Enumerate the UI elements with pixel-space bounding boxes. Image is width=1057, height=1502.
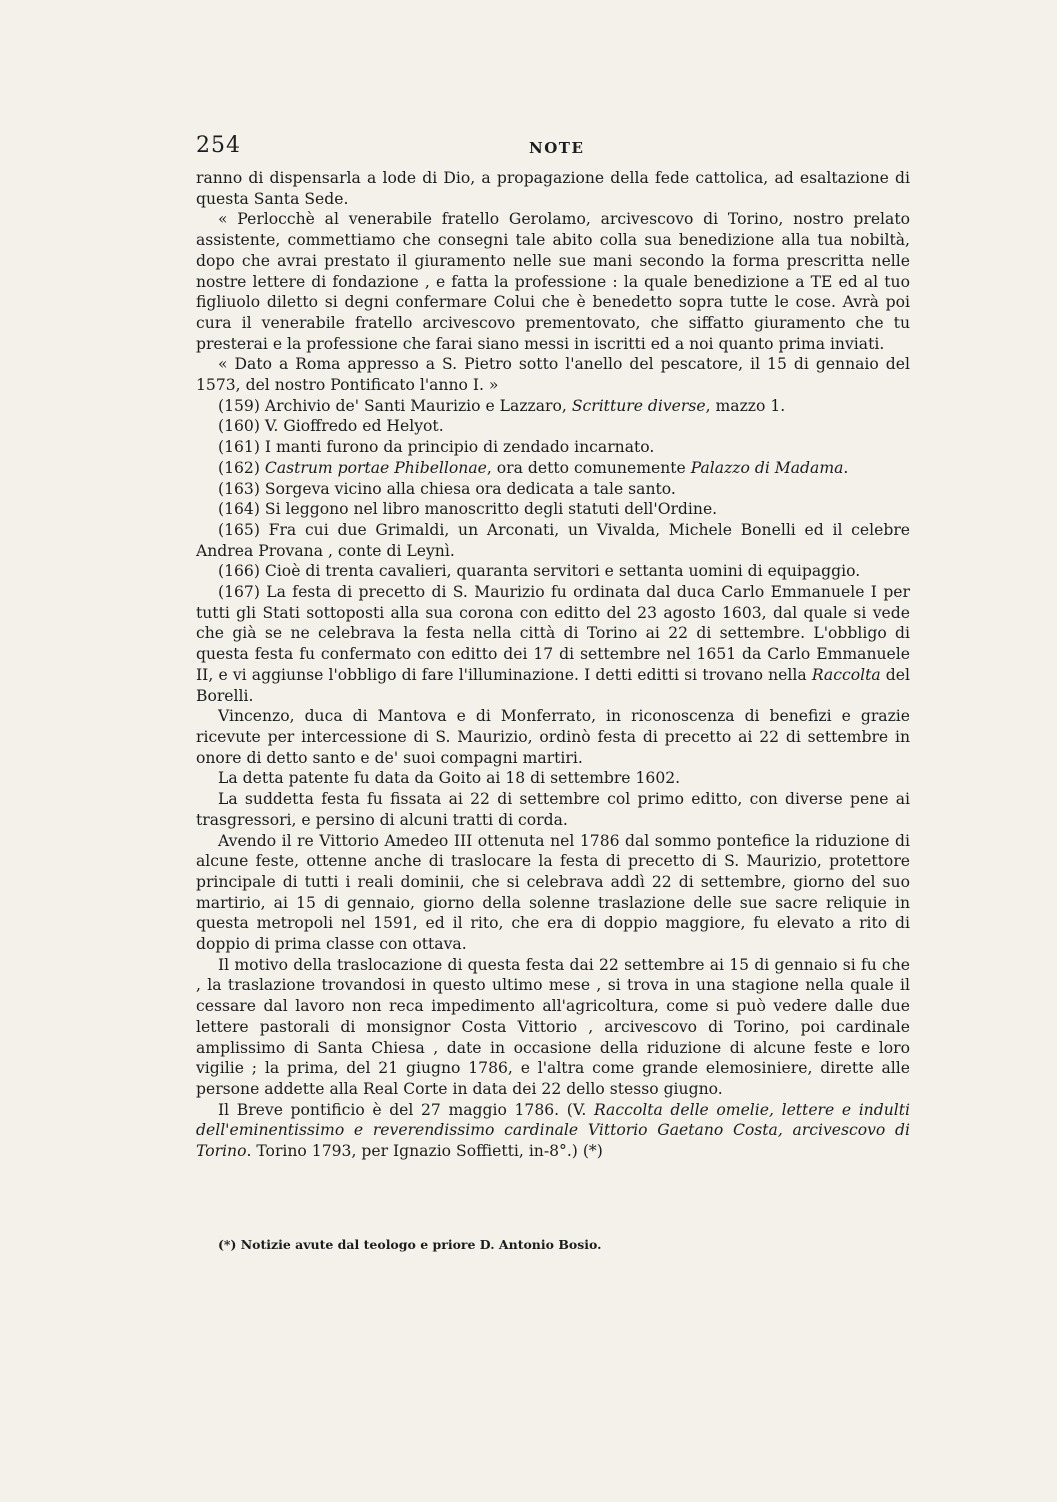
text-run: . Torino 1793, per Ignazio Soffietti, in-8°.) (*) — [246, 1142, 603, 1161]
body-text — [196, 168, 910, 1162]
text-run: (165) Fra cui due Grimaldi, un Arconati, un Vivalda, Michele Bonelli ed il celebre Andrea Provana , conte di Leynì. — [196, 520, 910, 560]
text-run: (167) La festa di precetto di S. Maurizio fu ordinata dal duca Carlo Emmanuele I per tutti gli Stati sottoposti alla sua corona con editto del 23 agosto 1603, dal quale si vede che già se ne celebrava la festa nella città di Torino ai 22 di settembre. L'obbligo di questa festa fu confermato con editto dei 17 di settembre nel 1651 da Carlo Emmanuele II, e vi aggiunse l'obbligo di fare l'illuminazione. I detti editti si trovano nella — [196, 583, 910, 684]
running-head: NOTE — [529, 139, 585, 157]
text-run: (164) Si leggono nel libro manoscritto degli statuti dell'Ordine. — [218, 500, 718, 519]
paragraph — [196, 706, 910, 768]
text-run: (162) — [218, 458, 265, 477]
text-run: Il Breve pontificio è del 27 maggio 1786. (V. — [218, 1100, 594, 1119]
paragraph — [196, 768, 910, 789]
paragraph — [196, 520, 910, 561]
text-run: Il motivo della traslocazione di questa festa dai 22 settembre ai 15 di gennaio si fu che , la traslazione trovandosi in questo ultimo mese , si trova in una stagione nella quale il cessare dal lavoro non reca impedimento all'agricoltura, come si può vedere dalle due lettere pastorali di monsignor Costa Vittorio , arcivescovo di Torino, poi cardinale amplissimo di Santa Chiesa , date in occasione della riduzione di alcune feste e loro vigilie ; la prima, del 21 giugno 1786, e l'altra come grande elemosiniere, dirette alle persone addette alla Real Corte in data dei 22 dello stesso giugno. — [196, 955, 910, 1098]
paragraph — [196, 416, 910, 437]
text-run: , mazzo 1. — [705, 396, 786, 415]
text-run: (163) Sorgeva vicino alla chiesa ora dedicata a tale santo. — [218, 479, 676, 498]
paragraph — [196, 209, 910, 354]
paragraph — [196, 789, 910, 830]
text-run: del Borelli. — [196, 665, 911, 705]
text-run: « Dato a Roma appresso a S. Pietro sotto l'anello del pescatore, il 15 di gennaio del 1573, del nostro Pontificato l'anno I. » — [196, 355, 910, 395]
page-number: 254 — [196, 133, 241, 158]
paragraph — [196, 831, 910, 955]
italic-text: Raccolta — [811, 665, 881, 684]
text-run: (160) V. Gioffredo ed Helyot. — [218, 417, 444, 436]
paragraph — [196, 1100, 910, 1162]
text-run: , ora detto comunemente — [486, 458, 691, 477]
paragraph — [196, 168, 910, 209]
text-run: Avendo il re Vittorio Amedeo III ottenuta nel 1786 dal sommo pontefice la riduzione di alcune feste, ottenne anche di traslocare la festa di precetto di S. Maurizio, protettore principale di tutti i reali dominii, che si celebrava addì 22 di settembre, giorno del suo martirio, ai 15 di gennaio, giorno della solenne traslazione delle sue sacre reliquie in questa metropoli nel 1591, ed il rito, che era di doppio maggiore, fu elevato a rito di doppio di prima classe con ottava. — [196, 831, 910, 954]
text-run: La detta patente fu data da Goito ai 18 di settembre 1602. — [218, 769, 681, 788]
paragraph — [196, 582, 910, 706]
text-run: La suddetta festa fu fissata ai 22 di settembre col primo editto, con diverse pene ai trasgressori, e persino di alcuni tratti di corda. — [196, 790, 910, 829]
paragraph — [196, 354, 910, 395]
paragraph — [196, 479, 910, 500]
text-run: (166) Cioè di trenta cavalieri, quaranta servitori e settanta uomini di equipaggio. — [218, 562, 861, 581]
italic-text: Castrum portae Phibellonae — [264, 458, 487, 477]
footnote: (*) Notizie avute dal teologo e priore D. Antonio Bosio. — [218, 1237, 602, 1252]
text-run: ranno di dispensarla a lode di Dio, a propagazione della fede cattolica, ad esaltazione di questa Santa Sede. — [196, 169, 910, 208]
italic-text: Raccolta delle omelie, lettere e indulti dell'eminentissimo e reverendissimo cardinale Vittorio Gaetano Costa, arcivescovo di Torino — [196, 1100, 910, 1161]
text-run: (161) I manti furono da principio di zendado incarnato. — [218, 438, 655, 457]
italic-text: Scritture diverse — [571, 396, 706, 415]
paragraph — [196, 458, 910, 479]
paragraph — [196, 561, 910, 582]
paragraph — [196, 955, 910, 1100]
text-run: . — [843, 458, 849, 477]
page-header — [196, 133, 910, 165]
text-run: « Perlocchè al venerabile fratello Gerolamo, arcivescovo di Torino, nostro prelato assistente, commettiamo che consegni tale abito colla sua benedizione alla tua nobiltà, dopo che avrai prestato il giuramento nelle sue mani secondo la forma prescritta nelle nostre lettere di fondazione , e fatta la professione : la quale benedizione a TE ed al tuo figliuolo diletto si degni confermare Colui che è benedetto sopra tutte le cose. Avrà poi cura il venerabile fratello arcivescovo prementovato, che siffatto giuramento che tu presterai e la professione che farai siano messi in iscritti ed a noi quanto prima inviati. — [196, 210, 910, 353]
paragraph — [196, 437, 910, 458]
italic-text: Palazzo di Madama — [690, 458, 844, 477]
text-run: Vincenzo, duca di Mantova e di Monferrato, in riconoscenza di benefizi e grazie ricevute per intercessione di S. Maurizio, ordinò festa di precetto ai 22 di settembre in onore di detto santo e de' suoi compagni martiri. — [196, 707, 910, 767]
paragraph — [196, 396, 910, 417]
text-run: (159) Archivio de' Santi Maurizio e Lazzaro, — [218, 396, 572, 415]
paragraph — [196, 499, 910, 520]
